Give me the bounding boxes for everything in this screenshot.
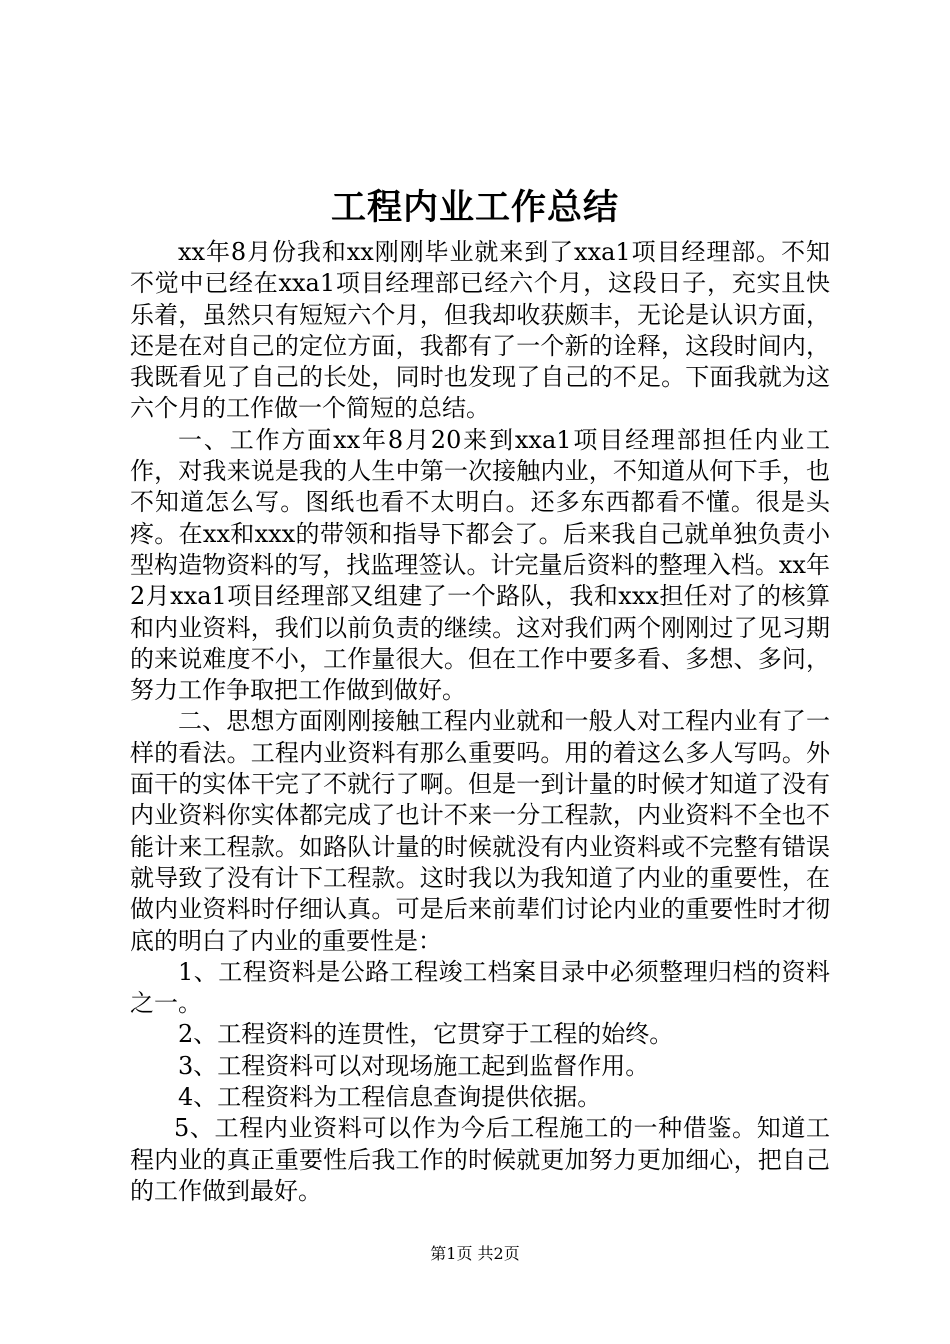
list-item-5: 5、工程内业资料可以作为今后工程施工的一种借鉴。知道工程内业的真正重要性后我工作的时候就更加努力更加细心，把自己的工作做到最好。: [130, 1114, 830, 1205]
list-item-3: 3、工程资料可以对现场施工起到监督作用。: [178, 1051, 650, 1080]
document-body: [130, 237, 830, 1207]
document-title: 工程内业工作总结: [330, 187, 619, 228]
page-footer: 第1页 共2页: [430, 1244, 520, 1263]
paragraph-thoughts: 二、思想方面刚刚接触工程内业就和一般人对工程内业有了一样的看法。工程内业资料有那么重要吗。用的着这么多人写吗。外面干的实体干完了不就行了啊。但是一到计量的时候才知道了没有内业资料你实体都完成了也计不来一分工程款，内业资料不全也不能计来工程款。如路队计量的时候就没有内业资料或不完整有错误就导致了没有计下工程款。这时我以为我知道了内业的重要性，在做内业资料时仔细认真。可是后来前辈们讨论内业的重要性时才彻底的明白了内业的重要性是：: [130, 707, 830, 955]
list-item-1: 1、工程资料是公路工程竣工档案目录中必须整理归档的资料之一。: [130, 957, 830, 1018]
list-item-4: 4、工程资料为工程信息查询提供依据。: [178, 1083, 602, 1112]
paragraph-work: 一、工作方面xx年8月20来到xxa1项目经理部担任内业工作，对我来说是我的人生中第一次接触内业，不知道从何下手，也不知道怎么写。图纸也看不太明白。还多东西都看不懂。很是头疼。在xx和xxx的带领和指导下都会了。后来我自己就单独负责小型构造物资料的写，找监理签认。计完量后资料的整理入档。xx年2月xxa1项目经理部又组建了一个路队，我和xxx担任对了的核算和内业资料，我们以前负责的继续。这对我们两个刚刚过了见习期的来说难度不小，工作量很大。但在工作中要多看、多想、多问，努力工作争取把工作做到做好。: [130, 425, 830, 705]
list-item-2: 2、工程资料的连贯性，它贯穿于工程的始终。: [178, 1020, 674, 1049]
paragraph-intro: xx年8月份我和xx刚刚毕业就来到了xxa1项目经理部。不知不觉中已经在xxa1项目经理部已经六个月，这段日子，充实且快乐着，虽然只有短短六个月，但我却收获颇丰，无论是认识方面，还是在对自己的定位方面，我都有了一个新的诠释，这段时间内，我既看见了自己的长处，同时也发现了自己的不足。下面我就为这六个月的工作做一个简短的总结。: [130, 238, 830, 423]
